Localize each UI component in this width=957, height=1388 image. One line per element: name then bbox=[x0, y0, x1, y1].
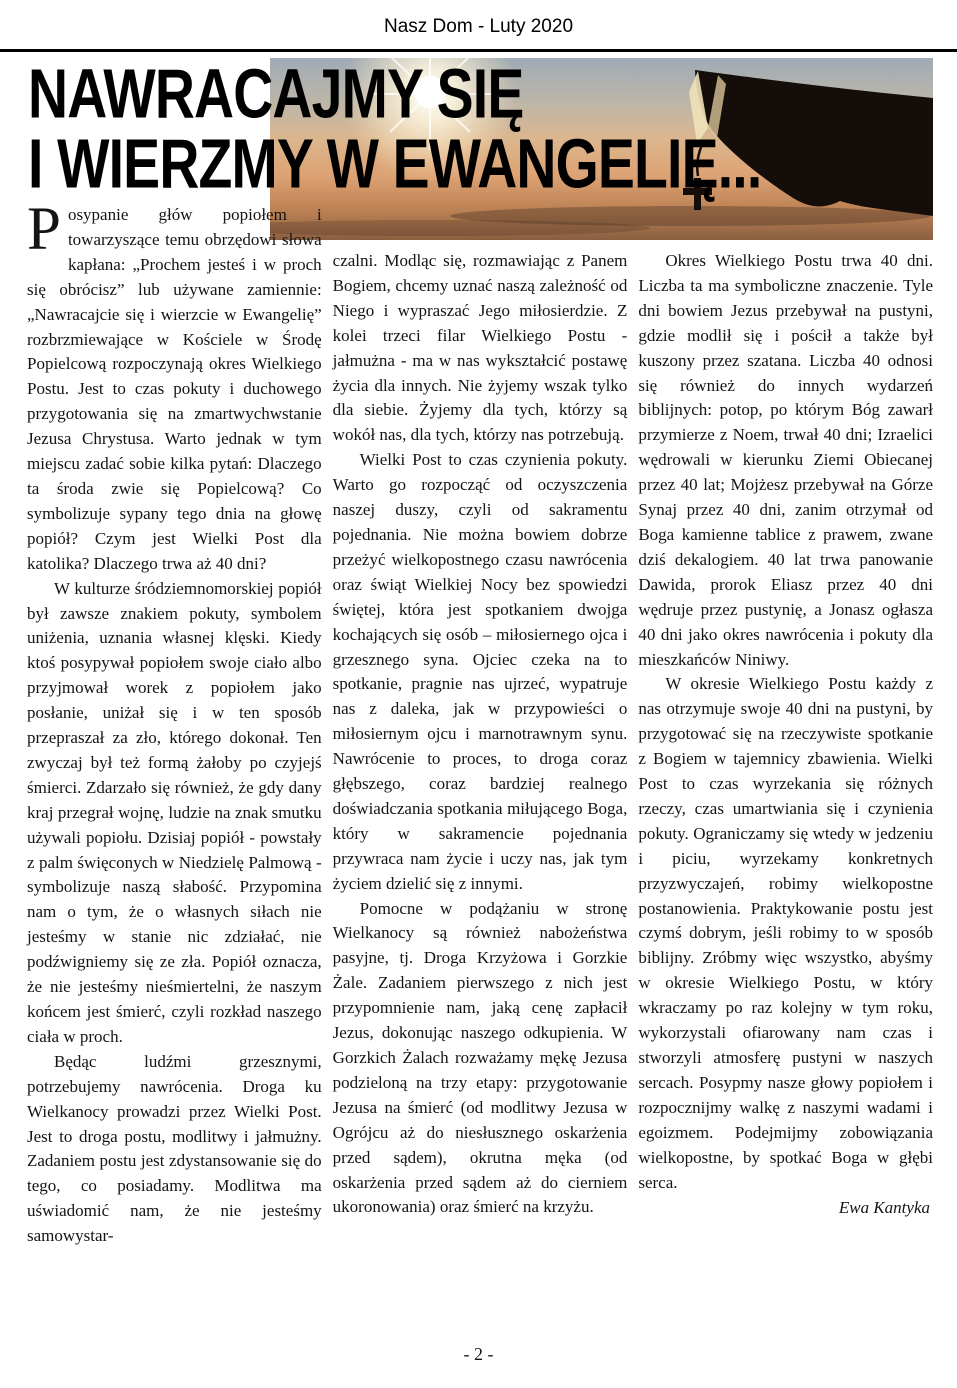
drop-cap: P bbox=[27, 196, 61, 263]
masthead-title: Nasz Dom - Luty 2020 bbox=[383, 16, 574, 37]
page-number: - 2 - bbox=[463, 1344, 494, 1364]
author-signature: Ewa Kantyka bbox=[838, 1198, 931, 1218]
paragraph-text: osypanie głów popiołem i towarzyszące temu obrzędowi słowa kapłana: „Prochem jesteś i w proch się obrócisz” lub używane zamiennie: „Nawracajcie się i wierzcie w Ewangelię” rozbrzmiewające w Kościele w Środę Popielcową rozpoczynają okres Wielkiego Postu. Jest to czas pokuty i duchowego przygotowania się na zmartwychwstanie Jezusa Chrystusa. Warto jednak w tym miejscu zadać sobie kilka pytań: Dlaczego ta środa zwie się Popielcową? Co symbolizuje sypany tego dnia na głowę popiół? Czym jest Wielki Post dla katolika? Dlaczego trwa aż 40 dni? bbox=[27, 205, 322, 573]
paragraph bbox=[27, 196, 322, 577]
paragraph: W okresie Wielkiego Postu każdy z nas otrzymuje swoje 40 dni na pustyni, by przygotować się na rzeczywiste spotkanie z Bogiem w tajemnicy zbawienia. Wielki Post to czas wyrzekania się różnych rzeczy, czas umartwiania się i czynienia pokuty. Ograniczamy się wtedy w jedzeniu i piciu, wyrzekamy konkretnych przyzwyczajeń, robimy wielkopostne postanowienia. Praktykowanie postu jest czymś dobrym, jeśli robimy to w sposób biblijny. Zróbmy więc wszystko, abyśmy w okresie Wielkiego Postu, w który wkraczamy po raz kolejny w tym roku, wykorzystali ofiarowany nam czas i stworzyli atmosferę pustyni w naszych sercach. Posypmy nasze głowy popiołem i rozpocznijmy walkę z naszymi wadami i egoizmem. Podejmijmy zobowiązania wielkopostne, by spotkać Boga w głębi serca. bbox=[638, 674, 934, 1192]
paragraph: Wielki Post to czas czynienia pokuty. Warto go rozpocząć od oczyszczenia naszej duszy, czyli od sakramentu pojednania. Nie można bowiem dobrze przeżyć wielkopostnego czasu nawrócenia oraz świąt Wielkiej Nocy bez spowiedzi świętej, która jest spotkaniem dwojga kochających się osób – miłosiernego ojca i grzesznego syna. Ojciec czeka na to spotkanie, pragnie nas ujrzeć, wypatruje nas z daleka, jak w przypowieści o miłosiernym ojcu i marnotrawnym synu. Nawrócenie to proces, to droga coraz głębszego, coraz bardziej realnego doświadczania spotkania miłującego Boga, który w sakramencie pojednania przywraca nam życie i uczy nas, jak tym życiem dzielić się z innymi. bbox=[332, 450, 628, 893]
text-column-3 bbox=[638, 203, 933, 1249]
paragraph: Okres Wielkiego Postu trwa 40 dni. Liczba ta ma symboliczne znaczenie. Tyle dni bowiem Jezus przebywał na pustyni, gdzie modlił się i pościł a także był kuszony przez szatana. Liczba 40 odnosi się również do innych wydarzeń biblijnych: potop, po którym Bóg zawarł przymierze z Noem, trwał 40 dni; Izraelici wędrowali w kierunku Ziemi Obiecanej przez 40 lat; Mojżesz przebywał na Górze Synaj przez 40 dni, zanim otrzymał od Boga kamienne tablice z prawem, zwane dziś dekalogiem. 40 lat trwa panowanie Dawida, prorok Eliasz przez 40 dni wędruje przez pustynię, a Jonasz ogłasza 40 dni jako okres nawrócenia i pokuty dla mieszkańców Niniwy. bbox=[638, 251, 934, 669]
text-column-1 bbox=[27, 196, 322, 1249]
paragraph: W kulturze śródziemnomorskiej popiół był zawsze znakiem pokuty, symbolem uniżenia, uznania własnej klęski. Kiedy ktoś posypywał popiołem swoje ciało albo przyjmował worek z popiołem jako posłanie, uniżał się i w ten sposób przepraszał za zło, którego dokonał. Ten zwyczaj był też formą żałoby po czyjejś śmierci. Zdarzało się również, że gdy dany kraj przegrał wojnę, ludzie na znak smutku używali popiołu. Dzisiaj popiół - powstały z palm święconych w Niedzielę Palmową - symbolizuje naszą słabość. Przypomina nam o tym, że o własnych siłach nie jesteśmy w stanie nic zdziałać, nie podźwigniemy się ze zła. Popiół oznacza, że nie jesteśmy nieśmiertelni, że naszym końcem jest śmierć, czyli rozkład naszego ciała w proch. bbox=[27, 578, 322, 1046]
article-columns bbox=[27, 196, 934, 1249]
paragraph: czalni. Modląc się, rozmawiając z Panem Bogiem, chcemy uznać naszą zależność od Niego i wypraszać Jego miłosierdzie. Z kolei trzeci filar Wielkiego Postu - jałmużna - ma w nas wykształcić postawę życia dla innych. Nie żyjemy wszak tylko dla siebie. Żyjemy dla tych, którzy są wokół nas, dla tych, którzy nas potrzebują. bbox=[332, 251, 628, 445]
masthead bbox=[0, 0, 957, 52]
headline-line-1: NAWRACAJMY SIĘ bbox=[28, 53, 524, 133]
article-headline bbox=[28, 53, 901, 203]
text-column-2 bbox=[333, 203, 628, 1249]
headline-line-2: I WIERZMY W EWANGELIĘ... bbox=[28, 123, 762, 203]
paragraph: Pomocne w podążaniu w stronę Wielkanocy są również nabożeństwa pasyjne, tj. Droga Krzyżowa i Gorzkie Żale. Zadaniem pierwszego z nich jest przypomnienie nam, jaką cenę zapłacił Jezus, dokonując naszego odkupienia. W Gorzkich Żalach rozważamy mękę Jezusa podzieloną na trzy etapy: przygotowanie Jezusa na śmierć (od modlitwy Jezusa w Ogrójcu aż do niesłusznego oskarżenia przed sądem), okrutna męka (od oskarżenia przed sądem aż do cierniem ukoronowania) oraz śmierć na krzyżu. bbox=[332, 898, 628, 1217]
paragraph: Będąc ludźmi grzesznymi, potrzebujemy nawrócenia. Droga ku Wielkanocy prowadzi przez Wielki Post. Jest to droga postu, modlitwy i jałmużny. Zadaniem postu jest zdystansowanie się do tego, co posiadamy. Modlitwa ma uświadomić nam, że nie jesteśmy samowystar- bbox=[27, 1051, 322, 1246]
